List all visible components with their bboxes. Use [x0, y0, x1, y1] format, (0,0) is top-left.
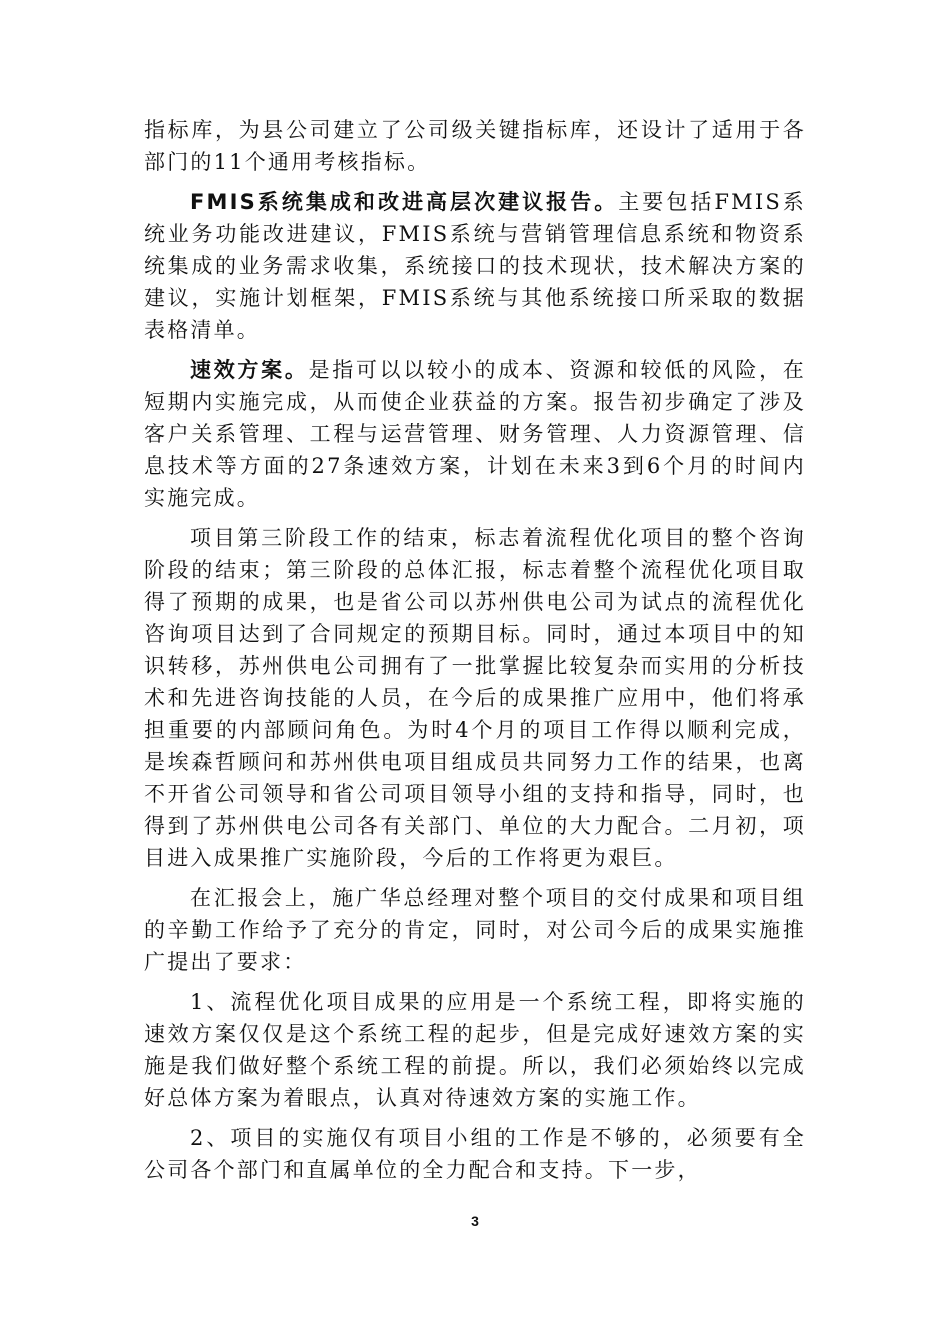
paragraph-requirement-2 [144, 1122, 806, 1186]
paragraph-heading: FMIS系统集成和改进高层次建议报告。 [190, 190, 619, 214]
paragraph-text: 项目第三阶段工作的结束，标志着流程优化项目的整个咨询阶段的结束；第三阶段的总体汇报，标志着整个流程优化项目取得了预期的成果，也是省公司以苏州供电公司为试点的流程优化咨询项目达到了合同规定的预期目标。同时，通过本项目中的知识转移，苏州供电公司拥有了一批掌握比较复杂而实用的分析技术和先进咨询技能的人员，在今后的成果推广应用中，他们将承担重要的内部顾问角色。为时4个月的项目工作得以顺利完成，是埃森哲顾问和苏州供电项目组成员共同努力工作的结果，也离不开省公司领导和省公司项目领导小组的支持和指导，同时，也得到了苏州供电公司各有关部门、单位的大力配合。二月初，项目进入成果推广实施阶段，今后的工作将更为艰巨。 [144, 526, 806, 870]
paragraph-text: 主要包括FMIS系统业务功能改进建议，FMIS系统与营销管理信息系统和物资系统集成的业务需求收集，系统接口的技术现状，技术解决方案的建议，实施计划框架，FMIS系统与其他系统接口所采取的数据表格清单。 [144, 190, 806, 342]
paragraph-meeting [144, 882, 806, 978]
paragraph-heading: 速效方案。 [190, 357, 309, 382]
paragraph-text: 指标库，为县公司建立了公司级关键指标库，还设计了适用于各部门的11个通用考核指标。 [144, 118, 806, 174]
paragraph-requirement-1 [144, 986, 806, 1114]
paragraph-text: 2、项目的实施仅有项目小组的工作是不够的，必须要有全公司各个部门和直属单位的全力配合和支持。下一步， [144, 1126, 806, 1182]
paragraph-fmis-report [144, 186, 806, 346]
paragraph-quick-wins [144, 354, 806, 514]
paragraph-text: 在汇报会上，施广华总经理对整个项目的交付成果和项目组的辛勤工作给予了充分的肯定，同时，对公司今后的成果实施推广提出了要求： [144, 886, 806, 974]
body-text [144, 114, 806, 1194]
paragraph-phase-three [144, 522, 806, 874]
page-number: 3 [471, 1213, 479, 1229]
paragraph-continuation [144, 114, 806, 178]
paragraph-text: 1、流程优化项目成果的应用是一个系统工程，即将实施的速效方案仅仅是这个系统工程的起步，但是完成好速效方案的实施是我们做好整个系统工程的前提。所以，我们必须始终以完成好总体方案为着眼点，认真对待速效方案的实施工作。 [144, 990, 806, 1110]
paragraph-text: 是指可以以较小的成本、资源和较低的风险，在短期内实施完成，从而使企业获益的方案。报告初步确定了涉及客户关系管理、工程与运营管理、财务管理、人力资源管理、信息技术等方面的27条速效方案，计划在未来3到6个月的时间内实施完成。 [144, 358, 806, 510]
